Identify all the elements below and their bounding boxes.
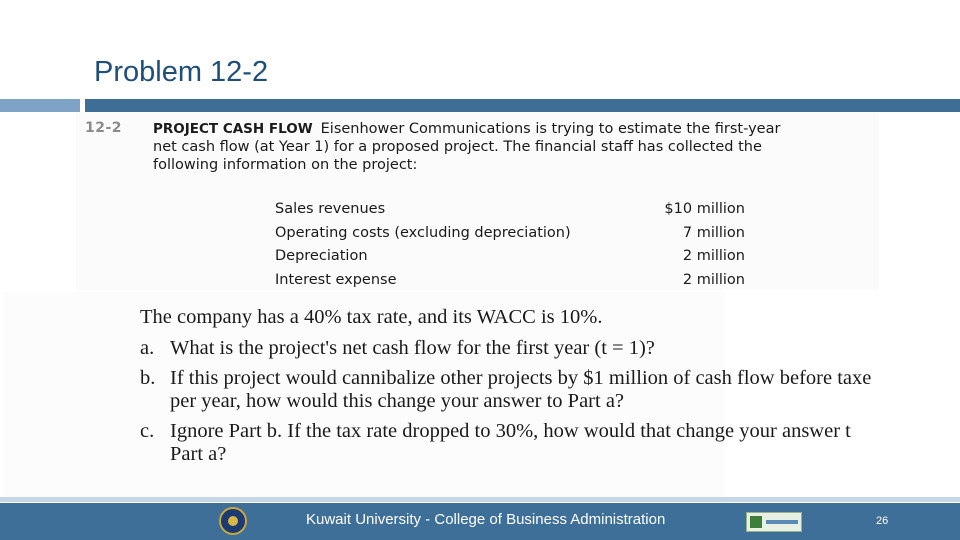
page-number: 26: [876, 515, 889, 527]
info-label: Interest expense: [275, 271, 397, 288]
info-label: Sales revenues: [275, 201, 386, 217]
project-info-table: [275, 198, 745, 292]
problem-intro-line-1: Eisenhower Communications is trying to estimate the first-year: [320, 121, 781, 137]
problem-image-top: [76, 112, 879, 290]
question-c: [140, 420, 851, 443]
info-row-operating-costs: [275, 222, 745, 246]
slide-title: Problem 12-2: [94, 56, 269, 88]
problem-image-bottom: [3, 292, 872, 497]
footer-divider: [0, 497, 960, 502]
info-row-depreciation: [275, 245, 745, 269]
question-text: What is the project's net cash flow for the first year (t = 1)?: [170, 336, 655, 359]
info-label: Operating costs (excluding depreciation): [275, 224, 571, 241]
info-value: 2 million: [682, 248, 745, 264]
footer-institution: Kuwait University - College of Business Administration: [306, 511, 666, 528]
question-letter: b.: [140, 367, 156, 389]
question-letter: a.: [140, 336, 155, 359]
info-row-sales: [275, 198, 745, 222]
question-letter: c.: [140, 420, 155, 442]
question-text: Ignore Part b. If the tax rate dropped to 30%, how would that change your answer t: [170, 420, 851, 442]
problem-heading: PROJECT CASH FLOW: [153, 121, 313, 137]
info-value: 7 million: [682, 224, 745, 241]
title-rule: [85, 99, 960, 112]
question-a: [140, 337, 740, 360]
question-c-continued: Part a?: [170, 442, 227, 465]
university-seal-icon: [219, 507, 247, 535]
question-text: If this project would cannibalize other projects by $1 million of cash flow before taxe: [170, 367, 872, 389]
info-label: Depreciation: [275, 248, 368, 264]
problem-intro-line-2: net cash flow (at Year 1) for a proposed project. The financial staff has collected the: [153, 139, 762, 155]
problem-intro-line-3: following information on the project:: [153, 157, 418, 173]
info-value: $10 million: [664, 201, 745, 217]
info-row-interest: [275, 269, 745, 293]
question-lead: The company has a 40% tax rate, and its WACC is 10%.: [140, 306, 603, 328]
question-list: [140, 306, 872, 465]
title-rule-accent: [0, 99, 80, 112]
question-b-continued: per year, how would this change your answer to Part a?: [170, 389, 625, 412]
question-b: [140, 367, 872, 390]
problem-number: 12-2: [85, 120, 123, 136]
problem-intro: [153, 120, 858, 174]
college-logo-icon: [746, 512, 802, 532]
info-value: 2 million: [682, 271, 745, 288]
